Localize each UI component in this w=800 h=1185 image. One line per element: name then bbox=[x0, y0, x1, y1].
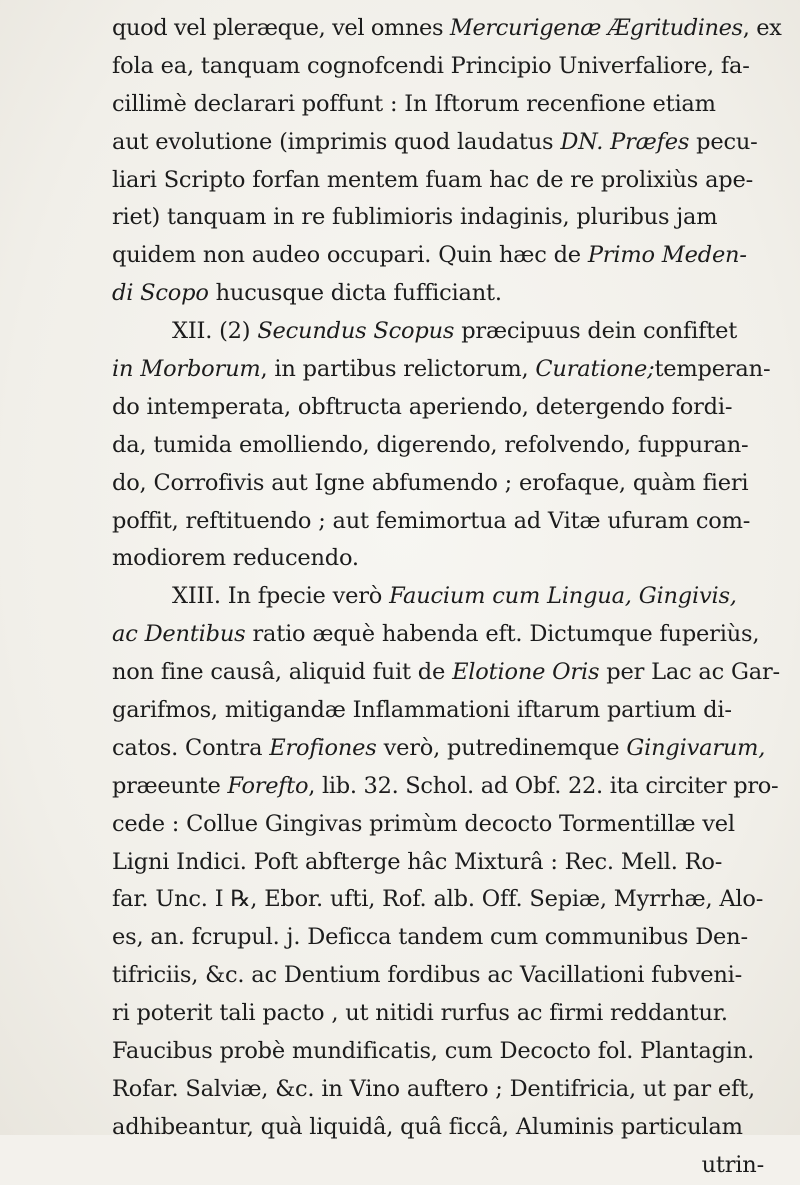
text-run: riet) tanquam in re fublimioris indaginis, pluribus jam bbox=[112, 204, 718, 231]
text-line bbox=[112, 1147, 782, 1185]
text-run: præeunte bbox=[112, 772, 228, 799]
text-line bbox=[112, 730, 782, 768]
text-run: da, tumida emolliendo, digerendo, refolvendo, fuppuran- bbox=[112, 431, 749, 458]
text-line bbox=[112, 389, 782, 427]
text-run: liari Scripto forfan mentem fuam hac de re prolixiùs ape- bbox=[112, 166, 754, 193]
text-run: quidem non audeo occupari. Quin hæc de bbox=[112, 242, 588, 269]
text-line bbox=[112, 1033, 782, 1071]
italic-text: DN. Præfes bbox=[560, 128, 690, 155]
text-line bbox=[112, 654, 782, 692]
text-line bbox=[112, 351, 782, 389]
italic-text: Gingivarum, bbox=[626, 734, 766, 761]
text-line bbox=[112, 995, 782, 1033]
text-run: Rofar. Salviæ, &c. in Vino auftero ; Dentifricia, ut par eft, bbox=[112, 1075, 755, 1102]
text-line bbox=[112, 919, 782, 957]
italic-text: in Morborum bbox=[112, 356, 261, 383]
text-line bbox=[112, 199, 782, 237]
text-line bbox=[112, 578, 782, 616]
text-run: , in partibus relictorum, bbox=[260, 356, 536, 383]
text-line bbox=[112, 768, 782, 806]
text-line bbox=[112, 503, 782, 541]
italic-text: Elotione Oris bbox=[452, 659, 600, 686]
text-run: do intemperata, obftructa aperiendo, detergendo fordi- bbox=[112, 393, 733, 420]
text-line bbox=[112, 124, 782, 162]
text-line bbox=[112, 237, 782, 275]
italic-text: Primo Meden- bbox=[587, 242, 747, 269]
text-line bbox=[112, 427, 782, 465]
text-run: es, an. fcrupul. j. Deficca tandem cum communibus Den- bbox=[112, 924, 748, 951]
text-run: fola ea, tanquam cognofcendi Principio Univerfaliore, fa- bbox=[112, 52, 750, 79]
text-run: XII. (2) bbox=[172, 318, 258, 345]
text-line bbox=[112, 881, 782, 919]
text-run: , lib. 32. Schol. ad Obf. 22. ita circiter pro- bbox=[308, 772, 779, 799]
text-run: temperan- bbox=[654, 356, 771, 383]
text-line bbox=[112, 616, 782, 654]
body-text bbox=[112, 10, 782, 1185]
text-run: non fine causâ, aliquid fuit de bbox=[112, 659, 453, 686]
text-run: ri poterit tali pacto , ut nitidi rurfus ac firmi reddantur. bbox=[112, 1000, 728, 1027]
text-line bbox=[112, 162, 782, 200]
text-run: , ex bbox=[742, 15, 782, 41]
text-line bbox=[112, 957, 782, 995]
text-run: hucusque dicta fufficiant. bbox=[208, 280, 502, 307]
italic-text: Secundus Scopus bbox=[257, 318, 455, 345]
text-run: cillimè declarari poffunt : In Iftorum recenfione etiam bbox=[112, 90, 716, 117]
text-line bbox=[112, 275, 782, 313]
italic-text: di Scopo bbox=[112, 280, 209, 307]
text-run: cede : Collue Gingivas primùm decocto Tormentillæ vel bbox=[112, 810, 735, 837]
text-run: aut evolutione (imprimis quod laudatus bbox=[112, 128, 561, 155]
text-line bbox=[112, 465, 782, 503]
text-run: quod vel pleræque, vel omnes bbox=[112, 15, 450, 41]
text-run: Faucibus probè mundificatis, cum Decocto fol. Plantagin. bbox=[112, 1038, 755, 1065]
text-run: Ligni Indici. Poft abfterge hâc Mixturâ : Rec. Mell. Ro- bbox=[112, 848, 723, 875]
text-run: far. Unc. I ℞, Ebor. ufti, Rof. alb. Off. Sepiæ, Myrrhæ, Alo- bbox=[112, 886, 764, 913]
text-line bbox=[112, 1071, 782, 1109]
text-run: tifriciis, &c. ac Dentium fordibus ac Vacillationi fubveni- bbox=[112, 962, 743, 989]
text-run: præcipuus dein confiftet bbox=[454, 318, 738, 345]
text-line bbox=[112, 540, 782, 578]
italic-text: Curatione; bbox=[535, 356, 655, 383]
text-line bbox=[112, 692, 782, 730]
text-line bbox=[112, 48, 782, 86]
italic-text: Mercurigenæ Ægritudines bbox=[449, 15, 743, 41]
text-run: garifmos, mitigandæ Inflammationi iftarum partium di- bbox=[112, 697, 732, 724]
text-run: pecu- bbox=[689, 128, 758, 155]
text-run: do, Corrofivis aut Igne abfumendo ; erofaque, quàm fieri bbox=[112, 469, 749, 496]
italic-text: Faucium cum Lingua, Gingivis, bbox=[389, 583, 737, 610]
text-line bbox=[112, 1109, 782, 1147]
text-run: adhibeantur, quà liquidâ, quâ ficcâ, Aluminis particulam bbox=[112, 1113, 743, 1140]
text-run: poffit, reftituendo ; aut femimortua ad Vitæ ufuram com- bbox=[112, 507, 751, 534]
text-line bbox=[112, 10, 782, 48]
text-line bbox=[112, 86, 782, 124]
text-line bbox=[112, 313, 782, 351]
text-line bbox=[112, 844, 782, 882]
text-run: modiorem reducendo. bbox=[112, 545, 359, 572]
text-run: catos. Contra bbox=[112, 734, 270, 761]
text-run: verò, putredinemque bbox=[376, 734, 627, 761]
text-run: utrin- bbox=[701, 1151, 764, 1178]
text-run: ratio æquè habenda eft. Dictumque fuperiùs, bbox=[245, 621, 760, 648]
italic-text: Forefto bbox=[227, 772, 309, 799]
italic-text: Erofiones bbox=[269, 734, 377, 761]
text-run: per Lac ac Gar- bbox=[599, 659, 780, 686]
text-line bbox=[112, 806, 782, 844]
italic-text: ac Dentibus bbox=[112, 621, 246, 648]
text-run: XIII. In fpecie verò bbox=[172, 583, 390, 610]
